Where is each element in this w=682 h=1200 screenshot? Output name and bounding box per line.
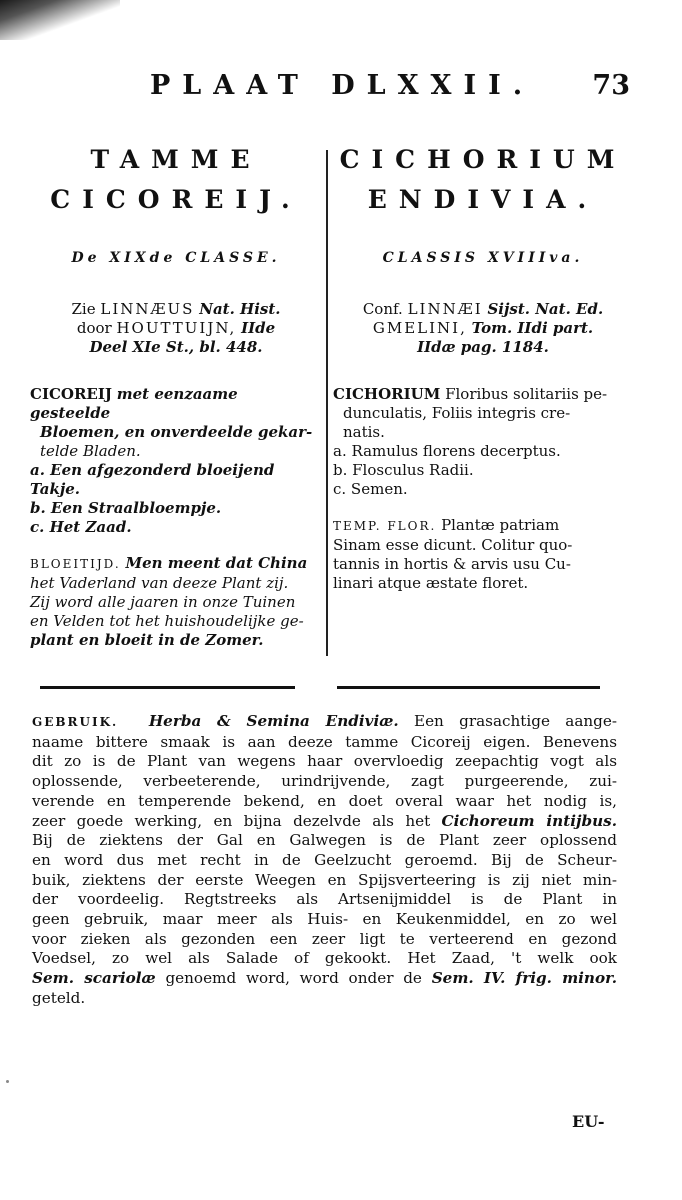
ref-zie: Zie xyxy=(71,300,96,318)
latin-description xyxy=(333,385,633,442)
usage-line xyxy=(32,969,617,989)
running-title: PLAAT DLXXII. xyxy=(150,70,535,101)
dutch-title-line-1: TAMME xyxy=(90,145,262,174)
usage-text: Een grasachtige aange- xyxy=(413,712,618,730)
desc-line-3: natis. xyxy=(343,423,385,441)
usage-line xyxy=(32,812,617,832)
catchword: EU- xyxy=(572,1112,605,1131)
ref-tom: Tom. IIdi part. xyxy=(471,319,594,337)
ref-sijst: Sijst. Nat. Ed. xyxy=(487,300,604,318)
usage-cichoreum: Cichoreum intijbus. xyxy=(441,811,617,830)
flower-line-1: Men meent dat China xyxy=(125,554,308,572)
usage-text: zeer goede werking, en bijna dezelvde als het xyxy=(32,811,431,830)
page-number: 73 xyxy=(592,70,630,101)
ref-iide: IIde xyxy=(241,319,276,337)
latin-column xyxy=(333,140,633,593)
usage-paragraph xyxy=(32,712,617,1009)
ref-deel: Deel XIe St., bl. 448. xyxy=(89,338,263,356)
rule-left xyxy=(40,686,295,689)
desc-line-3: telde Bladen. xyxy=(40,442,141,460)
page-header xyxy=(150,70,630,110)
usage-line: Bij de ziektens der Gal en Galwegen is de Plant zeer oplossend xyxy=(32,831,617,850)
usage-sem-scariolae: Sem. scariolæ xyxy=(32,969,156,988)
item-a: a. Ramulus florens decerptus. xyxy=(333,442,561,460)
item-b: b. Flosculus Radii. xyxy=(333,461,474,479)
dutch-reference xyxy=(30,300,322,357)
ref-linnaei: LINNÆI xyxy=(407,300,483,318)
flower-line-3: Zij word alle jaaren in onze Tuinen xyxy=(30,593,296,611)
latin-title-line-1: CICHORIUM xyxy=(339,145,627,174)
desc-line-1: met eenzaame gesteelde xyxy=(30,385,238,422)
flower-line-3: tannis in hortis & arvis usu Cu- xyxy=(333,555,571,573)
flower-line-5: plant en bloeit in de Zomer. xyxy=(30,631,264,649)
ref-gmelini: GMELINI, xyxy=(372,319,467,337)
usage-line: geteld. xyxy=(32,988,86,1007)
flower-label: TEMP. FLOR. xyxy=(333,519,437,533)
item-a: a. Een afgezonderd bloeijend Takje. xyxy=(30,461,275,498)
flower-line-4: en Velden tot het huishoudelijke ge- xyxy=(30,612,304,630)
dutch-flowering xyxy=(30,554,322,650)
desc-cichorium: CICHORIUM xyxy=(333,385,441,403)
dutch-column xyxy=(30,140,322,650)
dutch-title-line-2: CICOREIJ. xyxy=(50,185,302,214)
usage-sem-frig: Sem. IV. frig. minor. xyxy=(431,969,617,988)
ref-houttuijn: HOUTTUIJN, xyxy=(116,319,237,337)
usage-line: verende en temperende bekend, en doet overal waar het nodig is, xyxy=(32,791,617,810)
flower-line-4: linari atque æstate floret. xyxy=(333,574,529,592)
paper-speck xyxy=(6,1080,9,1083)
latin-flowering xyxy=(333,516,633,593)
usage-line: naame bittere smaak is aan deeze tamme Cicoreij eigen. Benevens xyxy=(32,732,617,751)
usage-line: oplossende, verbeeterende, urindrijvende, zagt purgeerende, zui- xyxy=(32,772,617,791)
rule-right xyxy=(337,686,600,689)
flower-label: BLOEITIJD. xyxy=(30,557,121,571)
desc-line-1: Floribus solitariis pe- xyxy=(445,385,608,403)
ref-linnaeus: LINNÆUS xyxy=(100,300,195,318)
section-rule xyxy=(40,686,600,690)
dutch-description xyxy=(30,385,322,461)
usage-line: dit zo is de Plant van wegens haar overvloedig zeepachtig vogt als xyxy=(32,752,617,771)
usage-line xyxy=(32,712,617,733)
latin-title-line-2: ENDIVIA. xyxy=(367,185,599,214)
desc-line-2: dunculatis, Foliis integris cre- xyxy=(343,404,571,422)
page-corner-shadow xyxy=(0,0,120,40)
usage-line: Voedsel, zo wel als Salade of gekookt. Het Zaad, 't welk ook xyxy=(32,949,617,968)
desc-line-2: Bloemen, en onverdeelde gekar- xyxy=(40,423,313,441)
usage-label: GEBRUIK. xyxy=(32,715,119,729)
column-divider xyxy=(326,150,328,656)
usage-text: genoemd word, word onder de xyxy=(165,969,422,988)
latin-class: CLASSIS XVIIIva. xyxy=(382,250,584,266)
item-c: c. Het Zaad. xyxy=(30,518,132,536)
usage-herba: Herba & Semina Endiviæ. xyxy=(148,712,399,730)
usage-line: geen gebruik, maar meer als Huis- en Keukenmiddel, en zo wel xyxy=(32,910,617,929)
flower-line-2: het Vaderland van deeze Plant zij. xyxy=(30,574,289,592)
usage-line: der voordeelig. Regtstreeks als Artsenijmiddel is de Plant in xyxy=(32,890,617,909)
ref-conf: Conf. xyxy=(362,300,403,318)
latin-reference xyxy=(333,300,633,357)
dutch-class: De XIXde CLASSE. xyxy=(71,250,281,266)
usage-line: en word dus met recht in de Geelzucht geroemd. Bij de Scheur- xyxy=(32,850,617,869)
desc-cicoreij: CICOREIJ xyxy=(30,385,112,403)
item-c: c. Semen. xyxy=(333,480,408,498)
item-b: b. Een Straalbloempje. xyxy=(30,499,222,517)
ref-pag: IIdæ pag. 1184. xyxy=(417,338,549,356)
ref-door: door xyxy=(76,319,112,337)
usage-line: voor zieken als gezonden een zeer ligt te verteerend en gezond xyxy=(32,929,617,948)
ref-nat-hist: Nat. Hist. xyxy=(199,300,281,318)
usage-line: buik, ziektens der eerste Weegen en Spijsverteering is zij niet min- xyxy=(32,870,617,889)
flower-line-2: Sinam esse dicunt. Colitur quo- xyxy=(333,536,573,554)
flower-line-1: Plantæ patriam xyxy=(441,516,560,534)
